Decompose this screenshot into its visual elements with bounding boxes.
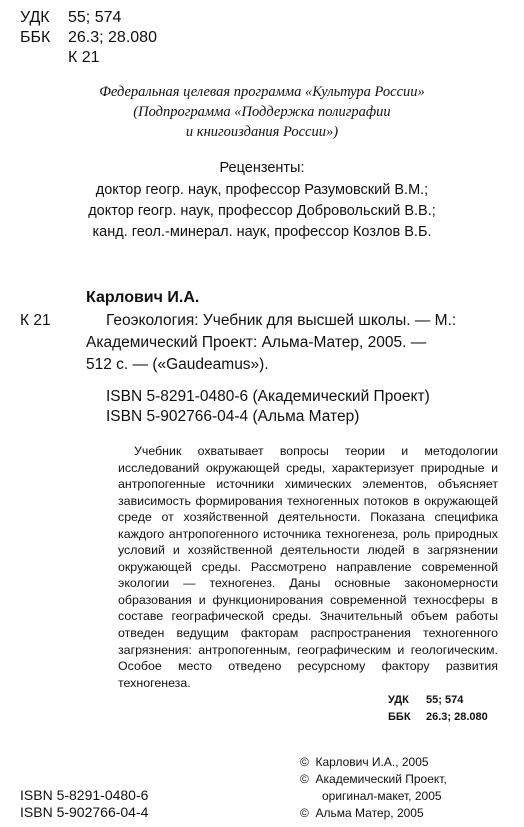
bbk-value: 26.3; 28.080 bbox=[68, 29, 157, 46]
biblio-line-3: 512 с. — («Gaudeamus»). bbox=[86, 356, 269, 373]
abstract bbox=[118, 443, 498, 691]
udk-value: 55; 574 bbox=[68, 9, 122, 26]
author-name: Карлович И.А. bbox=[86, 289, 200, 306]
copyright-symbol: © bbox=[300, 755, 309, 769]
copyright-3: оригинал-макет, 2005 bbox=[322, 789, 442, 803]
isbn-2: ISBN 5-902766-04-4 (Альма Матер) bbox=[106, 408, 360, 425]
bottom-bbk-line bbox=[388, 711, 488, 723]
biblio-line-1: Геоэкология: Учебник для высшей школы. — М.: bbox=[106, 312, 457, 329]
bottom-isbn-1: ISBN 5-8291-0480-6 bbox=[20, 787, 149, 803]
bottom-udk-line bbox=[388, 694, 463, 706]
author-mark-top: К 21 bbox=[68, 49, 100, 66]
copyright-text-4: Альма Матер, 2005 bbox=[315, 806, 424, 820]
copyright-symbol: © bbox=[300, 772, 309, 786]
bbk-label: ББК bbox=[20, 29, 51, 46]
copyright-text-1: Карлович И.А., 2005 bbox=[315, 755, 429, 769]
bbk-line bbox=[20, 29, 157, 47]
bottom-bbk-label: ББК bbox=[388, 711, 411, 723]
bottom-bbk-value: 26.3; 28.080 bbox=[426, 711, 488, 723]
abstract-text: Учебник охватывает вопросы теории и методологии исследований окружающей среды, характеризует природные и антропогенные источники химических элементов, объясняет зависимость формирования техногенных потоков в окружающей среде от хозяйственной деятельности. Показана специфика каждого антропогенного источника техногенеза, роль природных условий и хозяйственной деятельности людей в загрязнении окружающей среды. Рассмотрено направление современной экологии — техногенез. Даны основные закономерности образования и функционирования современной техносферы в составе географической среды. Значительный объем работы отведен ведущим факторам распространения техногенного загрязнения: антропогенным, географическим и геологическим. Особое место отведено ресурсному фактору развития техногенеза. bbox=[118, 444, 498, 690]
copyright-4 bbox=[300, 805, 424, 822]
bottom-udk-value: 55; 574 bbox=[426, 694, 464, 706]
program-line-3: и книгоиздания России») bbox=[185, 124, 339, 140]
reviewer-3: канд. геол.-минерал. наук, профессор Козлов В.Б. bbox=[92, 224, 432, 240]
author-mark: К 21 bbox=[20, 312, 51, 329]
biblio-line-2: Академический Проект: Альма-Матер, 2005. — bbox=[86, 334, 427, 351]
bottom-isbn-2: ISBN 5-902766-04-4 bbox=[20, 804, 149, 820]
copyright-2 bbox=[300, 771, 447, 788]
copyright-1 bbox=[300, 754, 429, 771]
isbn-1: ISBN 5-8291-0480-6 (Академический Проект) bbox=[106, 388, 430, 405]
program-line-2: (Подпрограмма «Поддержка полиграфии bbox=[133, 104, 391, 120]
copyright-text-2: Академический Проект, bbox=[315, 772, 447, 786]
reviewer-2: доктор геогр. наук, профессор Добровольский В.В.; bbox=[88, 203, 436, 219]
program-line-1: Федеральная целевая программа «Культура России» bbox=[99, 84, 425, 100]
udk-label: УДК bbox=[20, 9, 50, 26]
reviewer-1: доктор геогр. наук, профессор Разумовский В.М.; bbox=[95, 182, 429, 198]
copyright-symbol: © bbox=[300, 806, 309, 820]
bottom-udk-label: УДК bbox=[388, 694, 409, 706]
udk-line bbox=[20, 9, 121, 27]
reviewers-heading: Рецензенты: bbox=[219, 160, 305, 176]
